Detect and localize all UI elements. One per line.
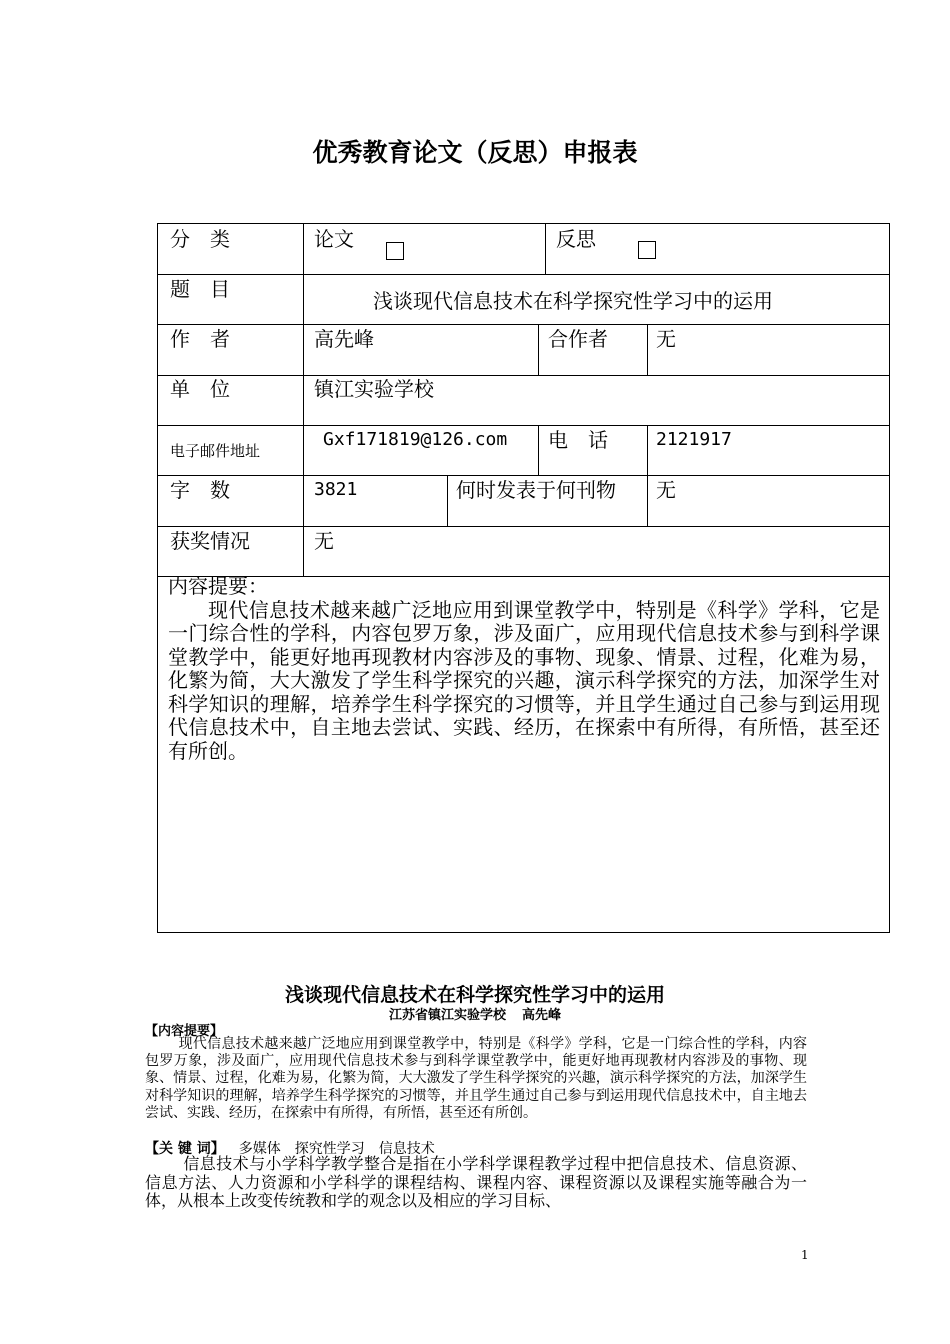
column-divider	[538, 324, 539, 375]
row-divider	[158, 274, 889, 275]
article-abstract-label: 【内容提要】	[145, 1024, 224, 1039]
award-label: 获奖情况	[170, 529, 250, 553]
coauthor-value: 无	[656, 327, 676, 351]
row-divider	[158, 324, 889, 325]
article-abstract-text: 现代信息技术越来越广泛地应用到课堂教学中，特别是《科学》学科，它是一门综合性的学科，内容包罗万象，涉及面广，应用现代信息技术参与到科学课堂教学中，能更好地再现教材内容涉及的事物、现象、情景、过程，化难为易，化繁为简，大大激发了学生科学探究的兴趣，演示科学探究的方法，加深学生对科学知识的理解，培养学生科学探究的习惯等，并且学生通过自己参与到运用现代信息技术中，自主地去尝试、实践、经历，在探索中有所得，有所悟，甚至还有所创。	[145, 1036, 807, 1121]
article-body-text: 信息技术与小学科学教学整合是指在小学科学课程教学过程中把信息技术、信息资源、信息方法、人力资源和小学科学的课程结构、课程内容、课程资源以及课程实施等融合为一体，从根本上改变传统教和学的观念以及相应的学习目标、	[145, 1154, 807, 1210]
email-label: 电子邮件地址	[170, 442, 261, 460]
application-form-table	[157, 223, 890, 933]
article-title: 浅谈现代信息技术在科学探究性学习中的运用	[284, 984, 665, 1006]
article-author: 高先峰	[522, 1008, 562, 1023]
keyword: 多媒体	[238, 1141, 281, 1157]
wordcount-value: 3821	[314, 479, 358, 500]
column-divider	[647, 324, 648, 375]
phone-value: 2121917	[656, 429, 732, 450]
unit-value: 镇江实验学校	[314, 377, 434, 401]
column-divider	[545, 224, 546, 274]
column-divider	[538, 425, 539, 475]
topic-label: 题 目	[170, 277, 230, 301]
abstract-text: 现代信息技术越来越广泛地应用到课堂教学中，特别是《科学》学科，它是一门综合性的学科，内容包罗万象，涉及面广，应用现代信息技术参与到科学课堂教学中，能更好地再现教材内容涉及的事物、现象、情景、过程，化难为易，化繁为简，大大激发了学生科学探究的兴趣，演示科学探究的方法，加深学生对科学知识的理解，培养学生科学探究的习惯等，并且学生通过自己参与到运用现代信息技术中，自主地去尝试、实践、经历，在探索中有所得，有所悟，甚至还有所创。	[168, 597, 880, 763]
phone-label: 电 话	[548, 428, 608, 452]
page-number: 1	[801, 1248, 809, 1262]
column-divider	[447, 475, 448, 526]
unit-label: 单 位	[170, 377, 230, 401]
email-value: Gxf171819@126.com	[323, 429, 508, 450]
row-divider	[158, 375, 889, 376]
award-value: 无	[314, 529, 334, 553]
published-label: 何时发表于何刊物	[456, 478, 616, 502]
reflection-checkbox[interactable]	[638, 241, 656, 259]
row-divider	[158, 526, 889, 527]
row-divider	[158, 475, 889, 476]
page-title: 优秀教育论文（反思）申报表	[312, 138, 638, 167]
topic-value: 浅谈现代信息技术在科学探究性学习中的运用	[373, 289, 773, 313]
abstract-label: 内容提要：	[168, 574, 268, 598]
coauthor-label: 合作者	[548, 327, 608, 351]
author-label: 作 者	[170, 327, 230, 351]
author-value: 高先峰	[314, 327, 374, 351]
published-value: 无	[656, 478, 676, 502]
row-divider	[158, 425, 889, 426]
keywords-label: 【关 键 词】	[145, 1141, 225, 1157]
paper-checkbox[interactable]	[386, 242, 404, 260]
category-option-paper: 论文	[314, 227, 354, 251]
keyword: 探究性学习	[294, 1141, 365, 1157]
wordcount-label: 字 数	[170, 478, 230, 502]
keyword: 信息技术	[378, 1141, 435, 1157]
abstract-section	[168, 575, 880, 763]
category-label: 分 类	[170, 227, 230, 251]
category-option-reflection: 反思	[556, 227, 596, 251]
column-divider	[647, 475, 648, 526]
column-divider	[303, 224, 304, 576]
column-divider	[647, 425, 648, 475]
article-school: 江苏省镇江实验学校	[388, 1008, 506, 1023]
